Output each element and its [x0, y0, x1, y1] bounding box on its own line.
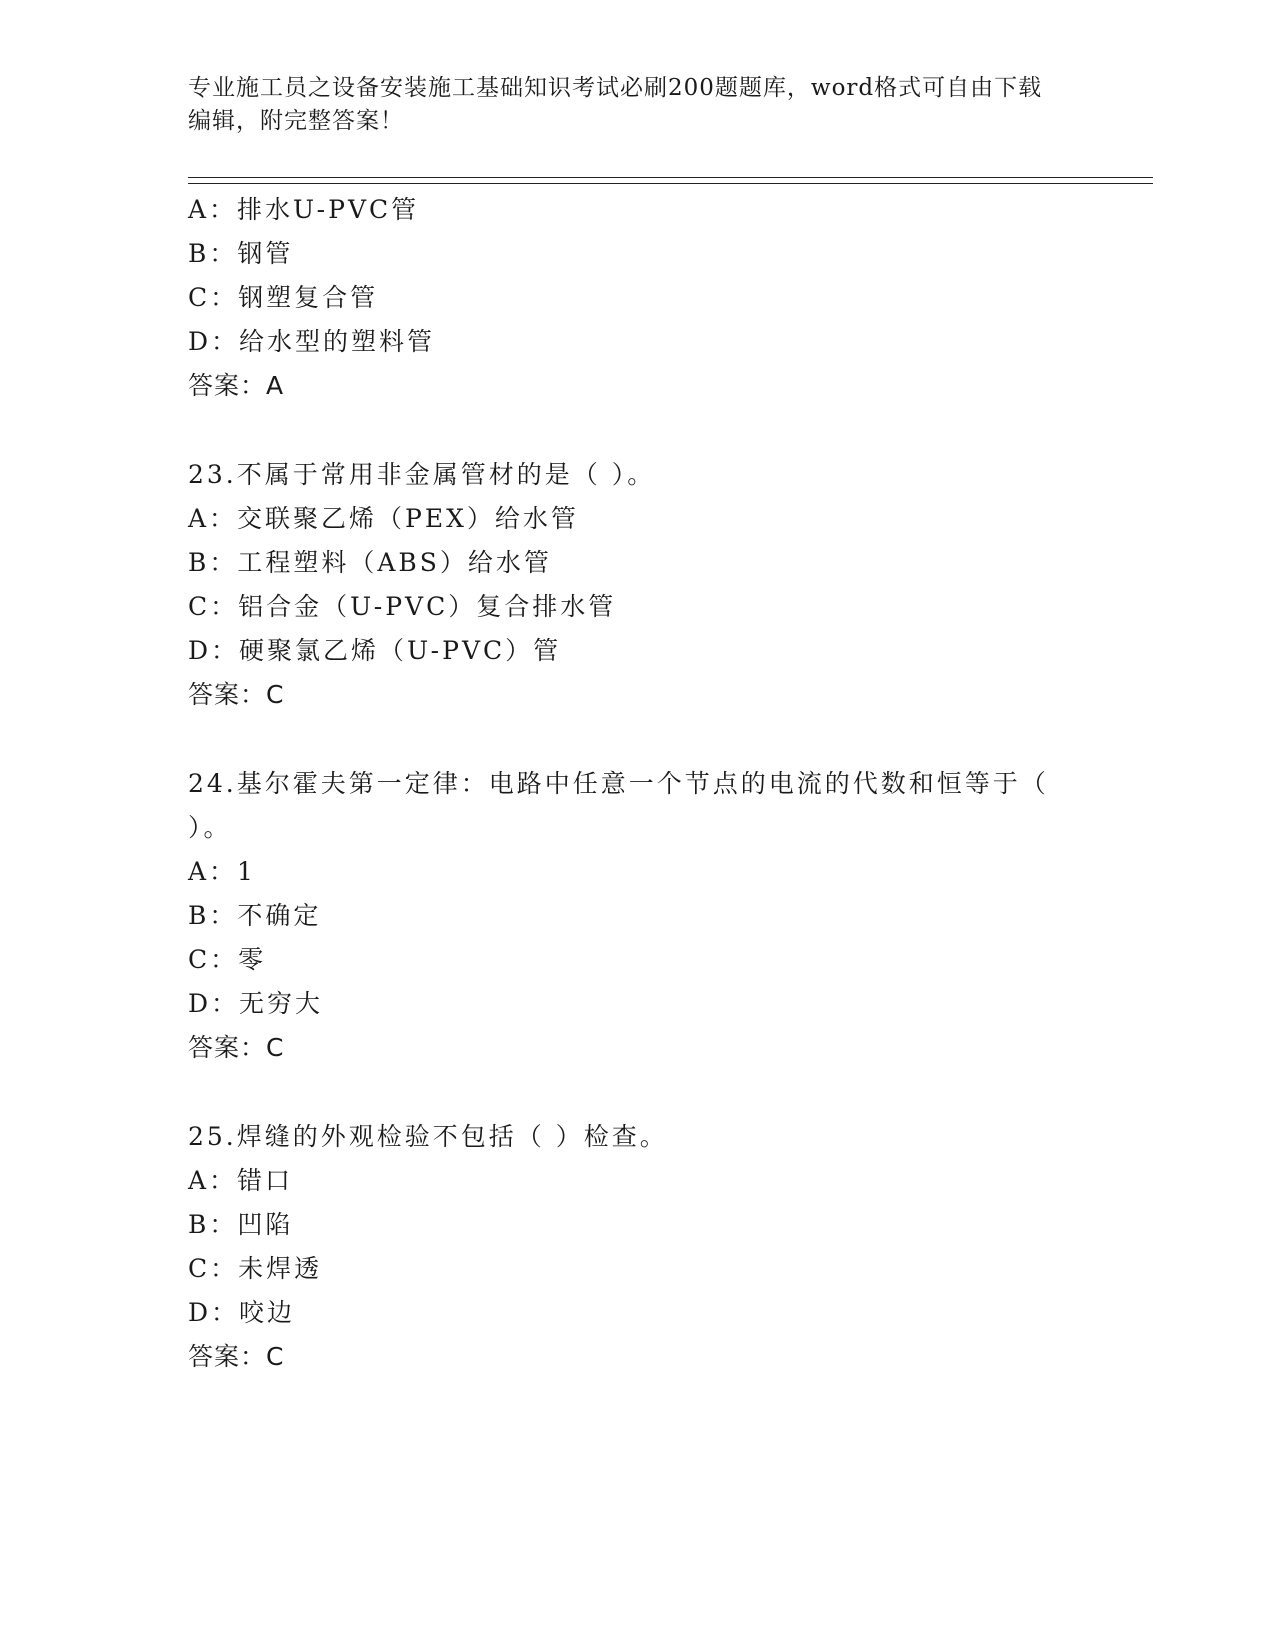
option-b: B：凹陷: [188, 1210, 294, 1239]
option-b: B：钢管: [188, 239, 294, 268]
option-c: C：铝合金（U-PVC）复合排水管: [188, 592, 617, 621]
question-stem-continued: ）。: [188, 813, 232, 842]
option-d: D：硬聚氯乙烯（U-PVC）管: [188, 636, 562, 665]
answer-line: 答案：C: [188, 1033, 285, 1062]
option-a: A：排水U-PVC管: [188, 195, 420, 224]
option-d: D：给水型的塑料管: [188, 327, 436, 356]
header-line-2: 编辑，附完整答案！: [188, 108, 404, 134]
document-header: [188, 72, 1088, 138]
header-line-1: 专业施工员之设备安装施工基础知识考试必刷200题题库，word格式可自由下载: [188, 75, 1043, 101]
question-stem: 23.不属于常用非金属管材的是（ ）。: [188, 460, 656, 489]
option-a: A：1: [188, 857, 256, 886]
option-d: D：无穷大: [188, 989, 324, 1018]
option-c: C：零: [188, 945, 267, 974]
option-b: B：不确定: [188, 901, 322, 930]
option-d: D：咬边: [188, 1298, 296, 1327]
option-a: A：错口: [188, 1166, 294, 1195]
option-c: C：未焊透: [188, 1254, 323, 1283]
answer-line: 答案：C: [188, 680, 285, 709]
header-divider-bottom: [188, 183, 1153, 184]
header-divider-top: [188, 177, 1153, 178]
option-c: C：钢塑复合管: [188, 283, 379, 312]
option-b: B：工程塑料（ABS）给水管: [188, 548, 552, 577]
answer-line: 答案：A: [188, 371, 285, 400]
answer-line: 答案：C: [188, 1342, 285, 1371]
option-a: A：交联聚乙烯（PEX）给水管: [188, 504, 579, 533]
question-stem: 25.焊缝的外观检验不包括（ ）检查。: [188, 1122, 668, 1151]
question-stem: 24.基尔霍夫第一定律：电路中任意一个节点的电流的代数和恒等于（: [188, 769, 1049, 798]
